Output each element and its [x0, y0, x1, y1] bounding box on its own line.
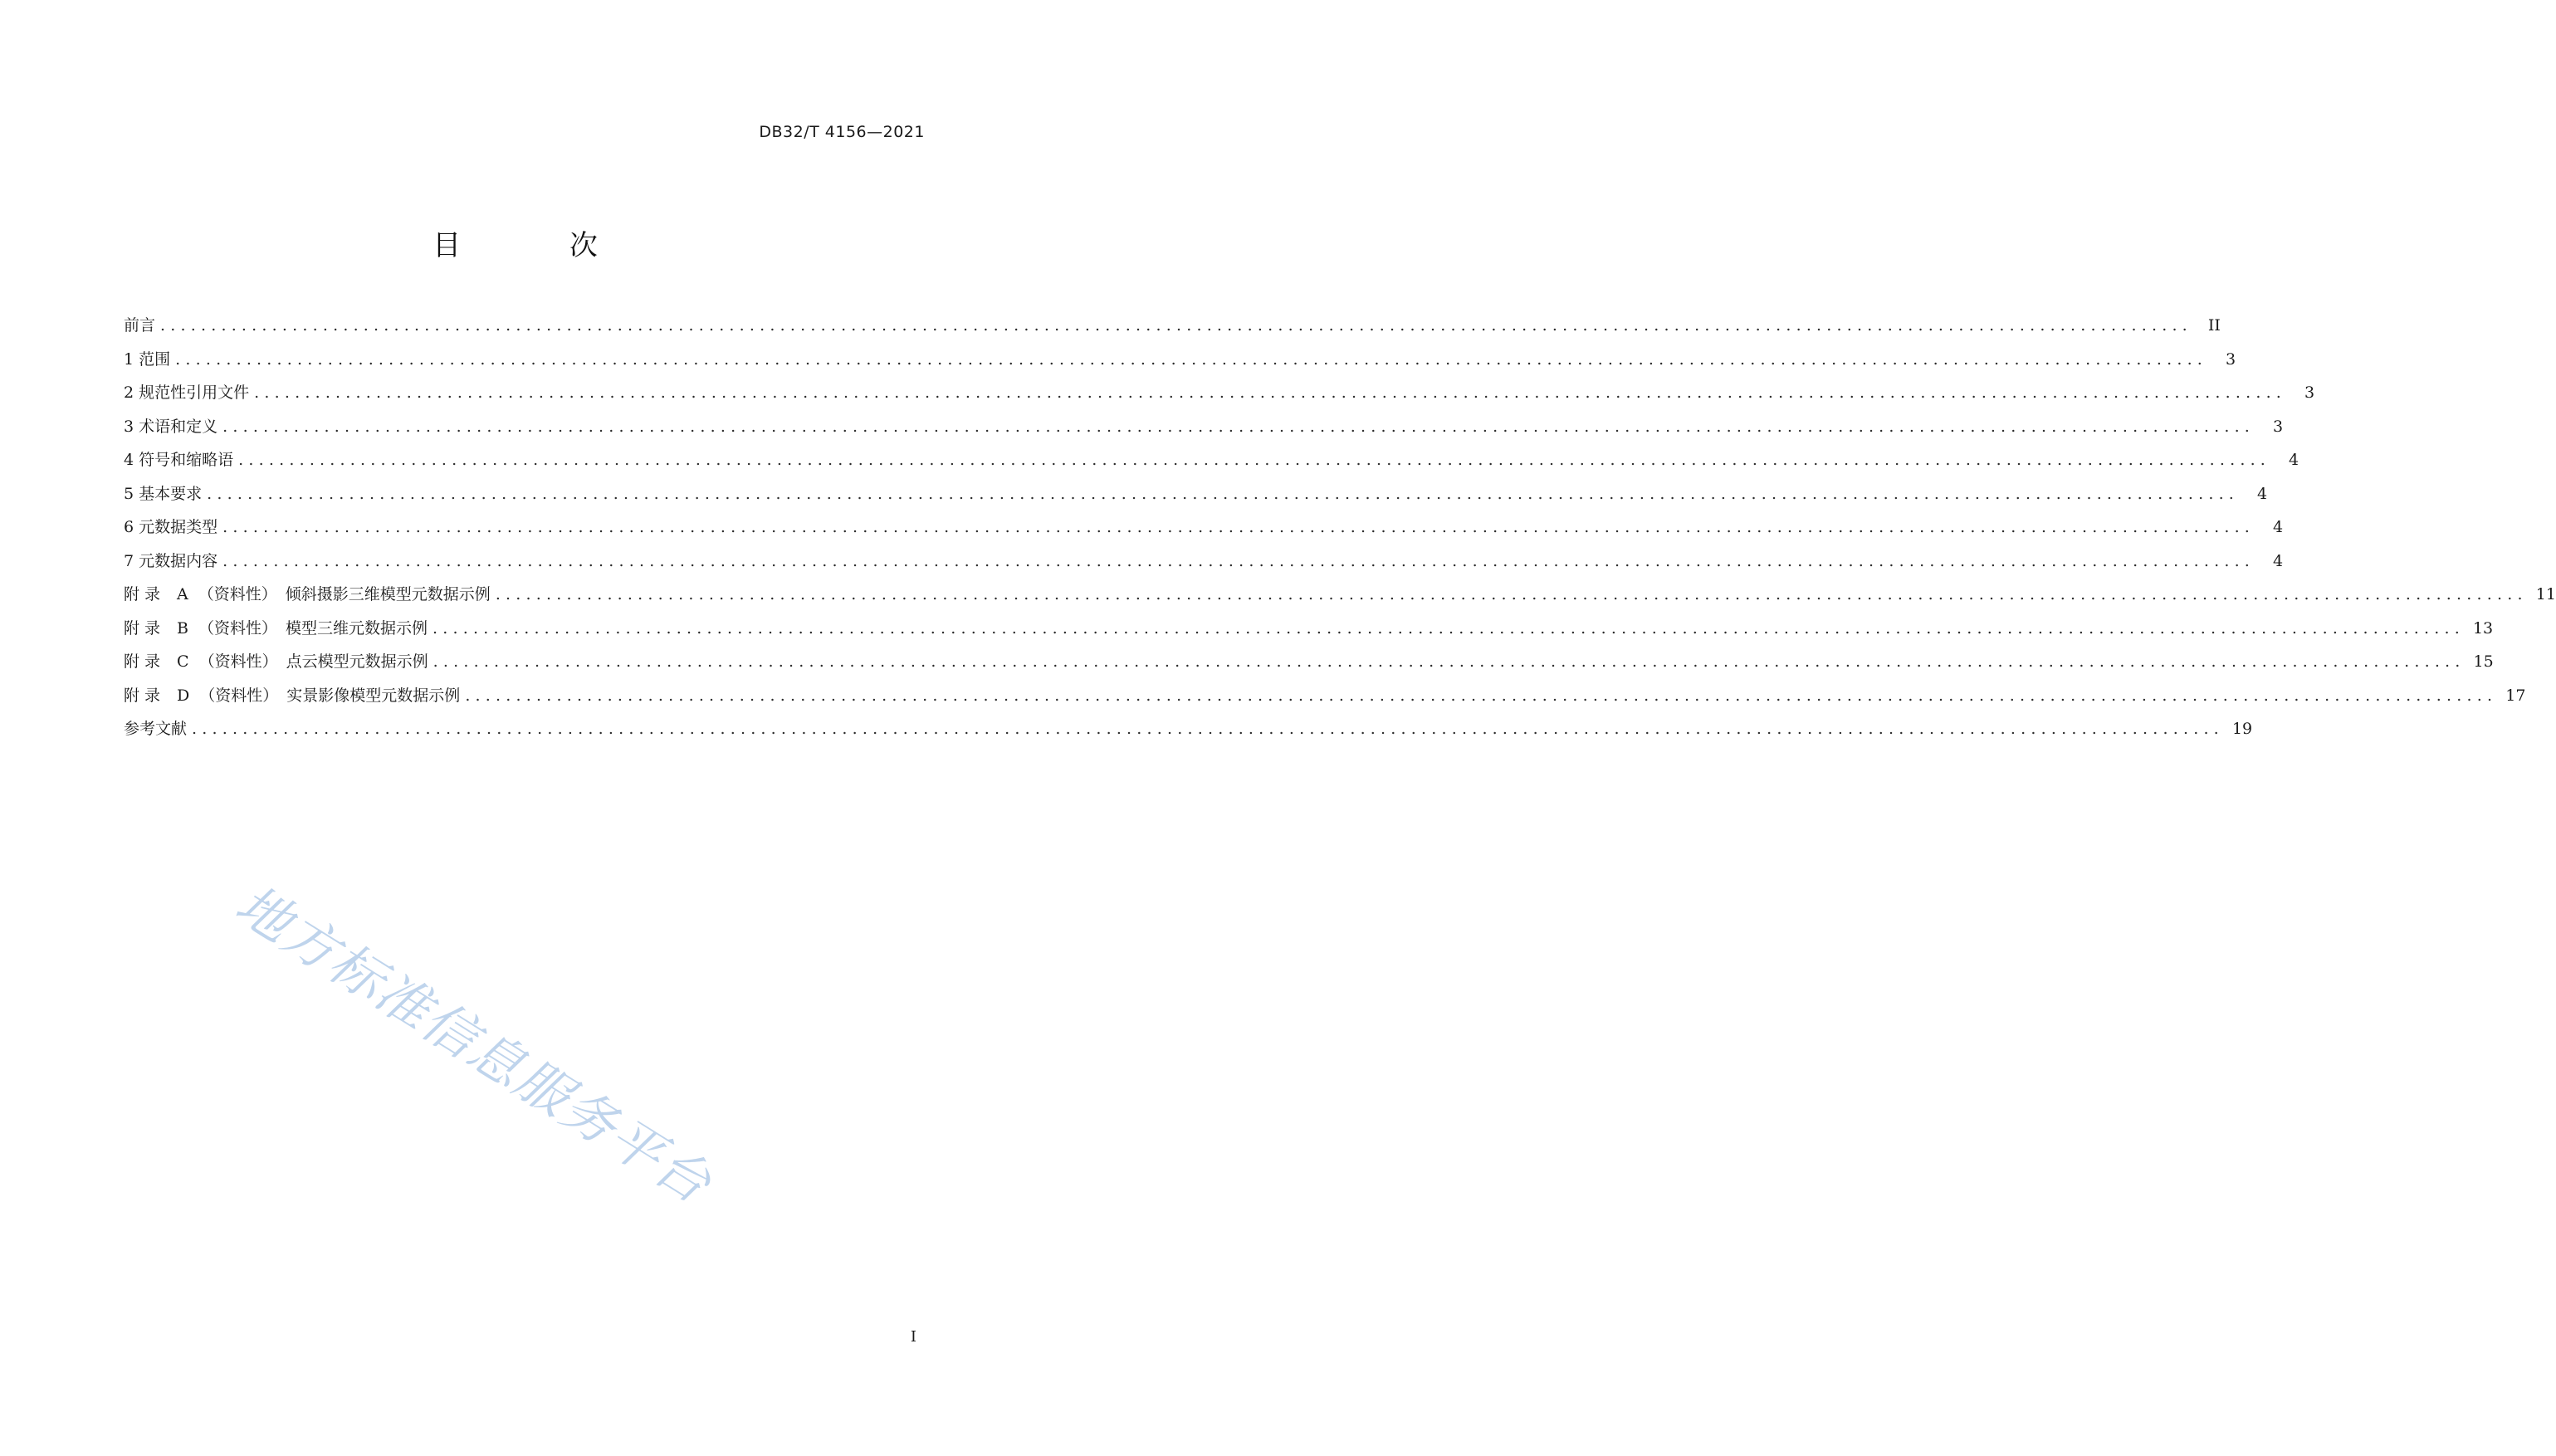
toc-entry-page: 11 [2535, 585, 2556, 603]
toc-entry-label: 5 基本要求 [124, 484, 203, 503]
toc-entry-foreword[interactable] [124, 309, 2221, 343]
appendix-word: 附 录 [124, 686, 161, 705]
toc-entry-appendix-b[interactable] [124, 612, 2494, 646]
toc-entry-label: 4 符号和缩略语 [124, 451, 234, 469]
toc-leader-dots: ........................................................................................................................................................................................................ [433, 652, 2466, 671]
toc-leader-dots: ........................................................................................................................................................................................................ [192, 720, 2224, 738]
appendix-word: 附 录 [124, 585, 161, 603]
appendix-type: （资料性） [198, 652, 278, 671]
toc-leader-dots: ........................................................................................................................................................................................................ [175, 349, 2208, 369]
toc-entry-label: 3 术语和定义 [124, 417, 218, 436]
toc-entry-page: II [2207, 316, 2221, 335]
toc-entry-page: 3 [2225, 349, 2236, 369]
toc-entry-page: 3 [2272, 417, 2284, 436]
toc-entry-label: 6 元数据类型 [124, 518, 218, 536]
appendix-word: 附 录 [124, 618, 161, 638]
toc-entry-appendix-a[interactable] [124, 578, 2556, 612]
toc-entry-page: 13 [2472, 618, 2494, 638]
toc-entry-appendix-c[interactable] [124, 645, 2494, 679]
toc-title: 目 次 [433, 229, 648, 262]
toc-entry-page: 4 [2256, 484, 2268, 503]
toc-entry-page: 4 [2272, 551, 2284, 570]
appendix-letter: C [177, 652, 189, 671]
toc-entry-symbols[interactable] [124, 443, 2299, 477]
appendix-letter: D [177, 686, 190, 705]
toc-leader-dots: ........................................................................................................................................................................................................ [465, 686, 2498, 705]
toc-leader-dots: ........................................................................................................................................................................................................ [222, 551, 2255, 570]
toc-leader-dots: ........................................................................................................................................................................................................ [207, 484, 2240, 503]
toc-entry-normative-references[interactable] [124, 376, 2315, 410]
appendix-type: （资料性） [199, 686, 279, 705]
appendix-type: （资料性） [198, 618, 278, 638]
appendix-letter: B [177, 618, 189, 638]
toc-entry-metadata-types[interactable] [124, 511, 2284, 545]
toc-leader-dots: ........................................................................................................................................................................................................ [160, 316, 2192, 335]
toc-entry-page: 17 [2505, 686, 2526, 705]
toc-entry-page: 3 [2304, 384, 2315, 402]
toc-entry-basic-requirements[interactable] [124, 477, 2268, 511]
toc-entry-label: 2 规范性引用文件 [124, 384, 250, 402]
toc-entry-page: 4 [2272, 518, 2284, 536]
page-number: I [910, 1328, 916, 1346]
table-of-contents [124, 309, 2556, 746]
toc-leader-dots: ........................................................................................................................................................................................................ [433, 618, 2465, 638]
toc-entry-appendix-d[interactable] [124, 679, 2526, 713]
appendix-letter: A [177, 585, 188, 603]
toc-entry-page: 4 [2288, 451, 2299, 469]
toc-entry-scope[interactable] [124, 343, 2236, 377]
toc-entry-page: 19 [2231, 720, 2253, 738]
toc-entry-label [124, 679, 465, 713]
toc-leader-dots: ........................................................................................................................................................................................................ [222, 417, 2255, 436]
toc-leader-dots: ........................................................................................................................................................................................................ [238, 451, 2271, 469]
watermark: 地方标准信息服务平台 [224, 873, 722, 1217]
toc-leader-dots: ........................................................................................................................................................................................................ [254, 384, 2287, 402]
toc-entry-terms[interactable] [124, 410, 2284, 444]
toc-entry-references[interactable] [124, 712, 2253, 746]
toc-entry-label [124, 578, 496, 612]
toc-entry-page: 15 [2473, 652, 2494, 671]
toc-entry-label: 前言 [124, 316, 156, 335]
appendix-title: 点云模型元数据示例 [286, 652, 428, 671]
standard-code: DB32/T 4156—2021 [759, 123, 925, 141]
toc-leader-dots: ........................................................................................................................................................................................................ [222, 518, 2255, 536]
appendix-title: 实景影像模型元数据示例 [286, 686, 461, 705]
toc-entry-label: 7 元数据内容 [124, 551, 218, 570]
toc-leader-dots: ........................................................................................................................................................................................................ [495, 585, 2528, 603]
appendix-word: 附 录 [124, 652, 161, 671]
toc-entry-metadata-content[interactable] [124, 545, 2284, 579]
appendix-title: 倾斜摄影三维模型元数据示例 [285, 585, 491, 603]
toc-entry-label [124, 645, 433, 679]
toc-entry-label: 参考文献 [124, 720, 188, 738]
appendix-title: 模型三维元数据示例 [286, 618, 428, 638]
toc-entry-label: 1 范围 [124, 349, 171, 369]
toc-entry-label [124, 612, 433, 646]
appendix-type: （资料性） [198, 585, 277, 603]
